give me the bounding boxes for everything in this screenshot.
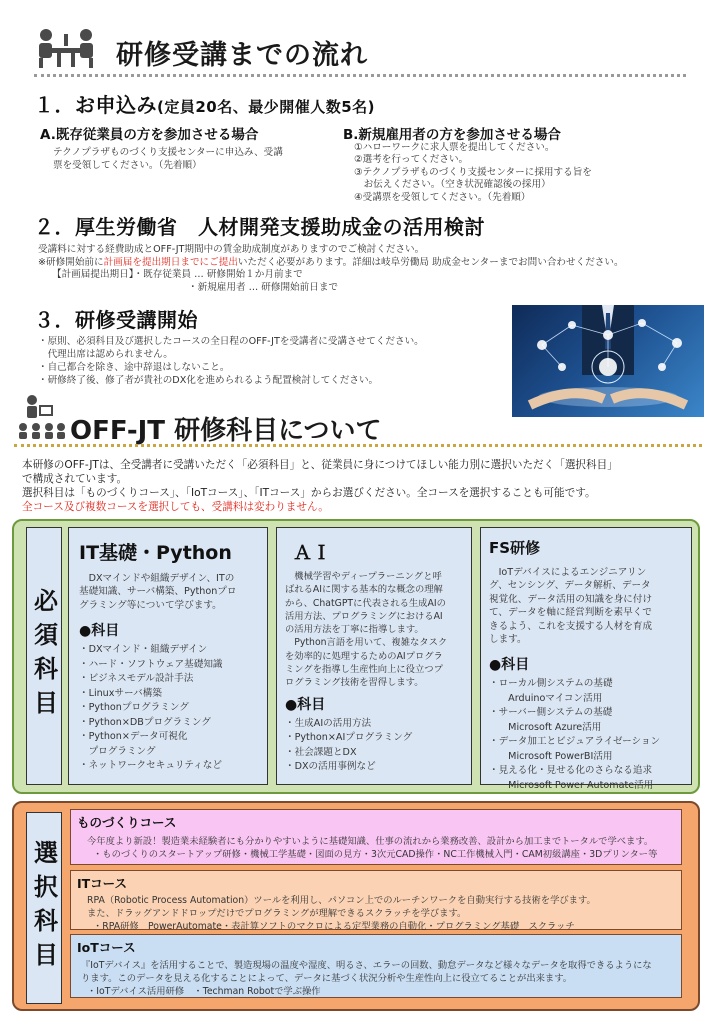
card-title: FS研修 xyxy=(489,539,541,557)
course-title: ITコース xyxy=(77,876,128,891)
subjects-heading: ●科目 xyxy=(285,696,326,713)
offjt-title: OFF-JT 研修科目について xyxy=(70,416,382,446)
card-description: 機械学習やディープラーニングと呼 ばれるAIに関する基本的な概念の理解 から、ChatGPTに代表される生成AIの 活用方法、プログラミングにおけるAI の活用方法を丁寧に指導します。 Python言語を用いて、複雑なタスク を効率的に処理するためのAIプログラ ミングを指導し生産性向上に役立つプ ログラミング技術を習得します。 xyxy=(285,571,448,689)
page-title: 研修受講までの流れ xyxy=(116,40,368,71)
offjt-intro: 本研修のOFF-JTは、全受講者に受講いただく「必須科目」と、従業員に身につけてほしい能力別に選択いただく「選択科目」 で構成されています。 選択科目は「ものづくりコース」、「IoTコース」、「ITコース」からお選びください。全コースを選択することも可能です。 全コース及び複数コースを選択しても、受講料は変わりません。 xyxy=(22,459,618,513)
course-title: ものづくりコース xyxy=(77,815,177,830)
title-divider xyxy=(34,74,686,77)
course-title: IoTコース xyxy=(77,940,136,955)
section1-heading: １．お申込み(定員20名、最少開催人数5名) xyxy=(34,93,376,117)
section2-text: 受講料に対する経費助成とOFF-JT期間中の賃金助成制度がありますのでご検討ください。 ※研修開始前に計画届を提出期日までにご提出いただく必要があります。詳細は岐阜労働局 助成金センターまでお問い合わせください。 【計画届提出期日】・既存従業員 … 研修開始１か月前まで ・新規雇用者 … 研修開始前日まで xyxy=(38,244,624,293)
course-description: 今年度より新設！製造業未経験者にも分かりやすいように基礎知識、仕事の流れから業務改善、設計から加工までトータルで学べます。 ・ものづくりのスタートアップ研修・機械工学基礎・図面の見方・3次元CAD操作・NC工作機械入門・CAM初級講座・3Dプリンター等 xyxy=(87,836,658,861)
section3-text: ・原則、必須科目及び選択したコースの全日程のOFF-JTを受講者に受講させてください。 代理出席は認められません。 ・自己都合を除き、途中辞退はしないこと。 ・研修終了後、修了者が貴社のDX化を進められるよう配置検討してください。 xyxy=(38,336,424,386)
required-label: 必須科目 xyxy=(26,527,62,785)
course-description: 『IoTデバイス』を活用することで、製造現場の温度や湿度、明るさ、エラーの回数、動怠データなど様々なデータを取得できるようにな ります。このデータを見える化することによって、データに基づく状況分析や生産性向上に役立てることが出来ます。 ・IoTデバイス活用研修 ・Techman Robotで学ぶ操作 xyxy=(81,960,652,998)
subject-list: ・DXマインド・組織デザイン ・ハード・ソフトウェア基礎知識 ・ビジネスモデル設計手法 ・Linuxサーバ構築 ・Pythonプログラミング ・Python×DBプログラミング ・Python×データ可視化 プログラミング ・ネットワークセキュリティなど xyxy=(79,644,223,772)
subjects-heading: ●科目 xyxy=(79,623,120,640)
offjt-divider xyxy=(14,444,702,447)
case-a-title: A.既存従業員の方を参加させる場合 xyxy=(40,127,259,143)
course-iot xyxy=(70,934,682,998)
business-hands-network-image xyxy=(512,305,704,417)
card-ai xyxy=(276,527,472,785)
meeting-people-icon xyxy=(36,26,96,70)
card-description: IoTデバイスによるエンジニアリン グ、センシング、データ解析、データ 視覚化、データ活用の知識を身に付け て、データを軸に経営判断を素早くで きるよう、これを支援する人材を育成 します。 xyxy=(489,567,653,646)
course-monozukuri xyxy=(70,809,682,865)
elective-label: 選択科目 xyxy=(26,812,62,1004)
presentation-audience-icon xyxy=(16,394,66,440)
section3-heading: ３．研修受講開始 xyxy=(34,308,198,332)
card-title: ＡＩ xyxy=(293,542,332,564)
subject-list: ・ローカル側システムの基礎 Arduinoマイコン活用 ・サーバー側システムの基礎 Microsoft Azure活用 ・データ加工とビジュアライゼーション Microsoft PowerBI活用 ・見える化・見せる化のさらなる追求 Microsoft Power Automate活用 xyxy=(489,678,661,791)
card-description: DXマインドや組織デザイン、ITの 基礎知識、サーバ構築、Pythonプロ グラミング等について学びます。 xyxy=(79,573,237,611)
subjects-heading: ●科目 xyxy=(489,657,530,674)
case-b-title: B.新規雇用者の方を参加させる場合 xyxy=(343,127,561,143)
card-title: IT基礎・Python xyxy=(79,542,232,564)
case-b-text: ①ハローワークに求人票を提出してください。 ②選考を行ってください。 ③テクノプラザものづくり支援センターに採用する旨を お伝えください。（空き状況確認後の採用） ④受講票を受領してください。（先着順） xyxy=(354,142,592,203)
course-description: RPA（Robotic Process Automation）ツールを利用し、パソコン上でのルーチンワークを自動実行する技術を学びます。 また、ドラッグアンドドロップだけでプログラミングが理解できるスクラッチを学びます。 ・RPA研修 PowerAutomate・表計算ソフトのマクロによる定型業務の自動化・プログラミング基礎 スクラッチ xyxy=(87,895,596,933)
case-a-text: テクノプラザものづくり支援センターに申込み、受講 票を受領してください。（先着順） xyxy=(53,147,283,171)
card-it-python xyxy=(68,527,268,785)
course-it xyxy=(70,870,682,933)
subject-list: ・生成AIの活用方法 ・Python×AIプログラミング ・社会課題とDX ・DXの活用事例など xyxy=(285,717,413,773)
card-fs-training xyxy=(480,527,692,791)
section2-heading: ２．厚生労働省 人材開発支援助成金の活用検討 xyxy=(34,215,485,239)
